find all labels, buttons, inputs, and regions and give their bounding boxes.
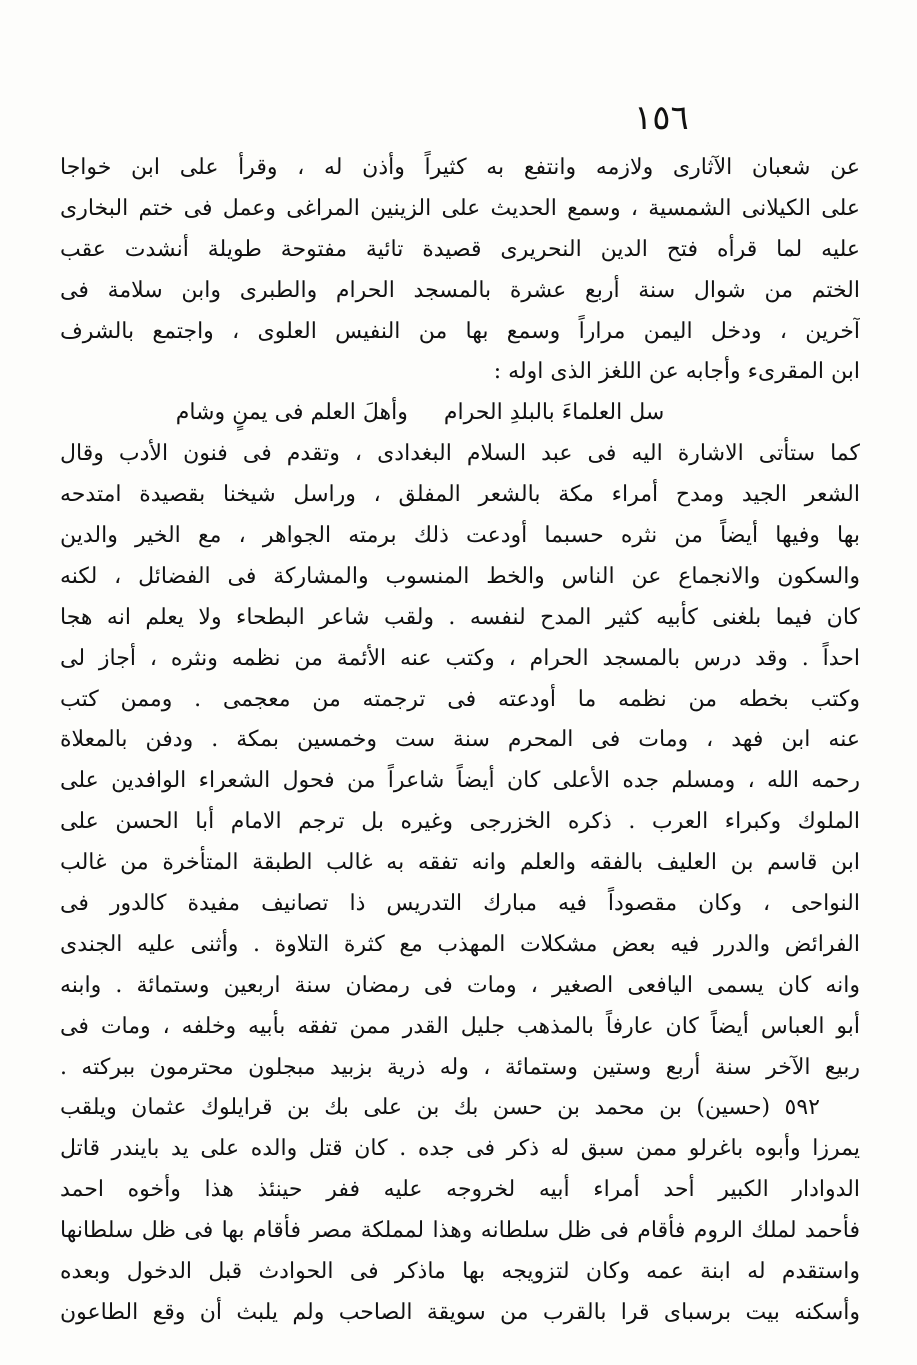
text-line: عن شعبان الآثارى ولازمه وانتفع به كثيراً وأذن له ، وقرأ على ابن خواجا bbox=[60, 155, 860, 180]
text-line: وأسكنه بيت برسباى قرا بالقرب من سويقة الصاحب ولم يلبث أن وقع الطاعون bbox=[60, 1299, 860, 1325]
text-line: وانه كان يسمى اليافعى الصغير ، ومات فى رمضان سنة اربعين وستمائة . وابنه bbox=[60, 972, 860, 998]
text-line: ربيع الآخر سنة أربع وستين وستمائة ، وله ذرية بزبيد مبجلون محترمون ببركته . bbox=[60, 1054, 860, 1080]
text-line: يمرزا وأبوه باغرلو ممن سبق له ذكر فى جده . كان قتل والده على يد بايندر قاتل bbox=[60, 1136, 860, 1162]
text-line: على الكيلانى الشمسية ، وسمع الحديث على الزينين المراغى وعمل فى ختم البخارى bbox=[60, 195, 860, 221]
text-line: بها وفيها أيضاً من نثره حسبما أودعت ذلك برمته الجواهر ، مع الخير والدين bbox=[60, 523, 860, 549]
text-line: احداً . وقد درس بالمسجد الحرام ، وكتب عنه الأئمة من نظمه ونثره ، أجاز لى bbox=[60, 645, 860, 671]
text-line: وكتب بخطه من نظمه ما أودعته فى ترجمته من معجمى . وممن كتب bbox=[60, 686, 860, 712]
text-line: النواحى ، وكان مقصوداً فيه مبارك التدريس ذا تصانيف مفيدة كالدور فى bbox=[60, 891, 860, 917]
text-line: الشعر الجيد ومدح أمراء مكة بالشعر المفلق ، وراسل شيخنا بقصيدة امتدحه bbox=[60, 482, 860, 508]
text-line: الختم من شوال سنة أربع عشرة بالمسجد الحرام والطبرى وابن سلامة فى bbox=[60, 277, 860, 303]
text-line: والسكون والانجماع عن الناس والخط المنسوب والمشاركة فى الفضائل ، لكنه bbox=[60, 563, 860, 589]
text-line: واستقدم له ابنة عمه وكان لتزويجه بها ماذكر فى الحوادث قبل الدخول وبعده bbox=[60, 1259, 860, 1285]
verse-hemistich-first: سل العلماءَ بالبلدِ الحرام bbox=[443, 400, 665, 426]
text-line: ابن قاسم بن العليف بالفقه والعلم وانه تفقه به غالب الطبقة المتأخرة من غالب bbox=[60, 850, 860, 876]
text-line: الفرائض والدرر فيه بعض مشكلات المهذب مع كثرة التلاوة . وأثنى عليه الجندى bbox=[60, 931, 860, 957]
text-line: كان فيما بلغنى كأبيه كثير المدح لنفسه . ولقب شاعر البطحاء ولا يعلم انه هجا bbox=[60, 604, 860, 630]
main-text bbox=[60, 148, 860, 1334]
text-line: عليه لما قرأه فتح الدين النحريرى قصيدة تائية مفتوحة طويلة أنشدت عقب bbox=[60, 236, 860, 262]
text-line: آخرين ، ودخل اليمن مراراً وسمع بها من النفيس العلوى ، واجتمع بالشرف bbox=[60, 318, 860, 344]
verse-hemistich-second: وأهلَ العلم فى يمنٍ وشام bbox=[175, 400, 408, 426]
poem-verse bbox=[60, 393, 860, 434]
text-line: رحمه الله ، ومسلم جده الأعلى كان أيضاً شاعراً من فحول الشعراء الوافدين على bbox=[60, 768, 860, 794]
text-line: عنه ابن فهد ، ومات فى المحرم سنة ست وخمسين بمكة . ودفن بالمعلاة bbox=[60, 727, 860, 753]
entry-heading-line: ٥٩٢ (حسين) بن محمد بن حسن بك بن على بك بن قرايلوك عثمان ويلقب bbox=[60, 1095, 820, 1121]
text-line: فأحمد لملك الروم فأقام فى ظل سلطانه وهذا لمملكة مصر فأقام بها فى ظل سلطانها bbox=[60, 1218, 860, 1244]
text-line: ابن المقرىء وأجابه عن اللغز الذى اوله : bbox=[493, 359, 860, 385]
text-line: أبو العباس أيضاً كان عارفاً بالمذهب جليل القدر ممن تفقه بأبيه وخلفه ، ومات فى bbox=[60, 1013, 860, 1039]
text-line: الدوادار الكبير أحد أمراء أبيه لخروجه عليه ففر حينئذ هذا وأخوه احمد bbox=[60, 1177, 860, 1203]
page-number: ١٥٦ bbox=[634, 98, 689, 138]
text-line: الملوك وكبراء العرب . ذكره الخزرجى وغيره بل ترجم الامام أبا الحسن على bbox=[60, 809, 860, 835]
text-line: كما ستأتى الاشارة اليه فى عبد السلام البغدادى ، وتقدم فى فنون الأدب وقال bbox=[60, 441, 860, 467]
